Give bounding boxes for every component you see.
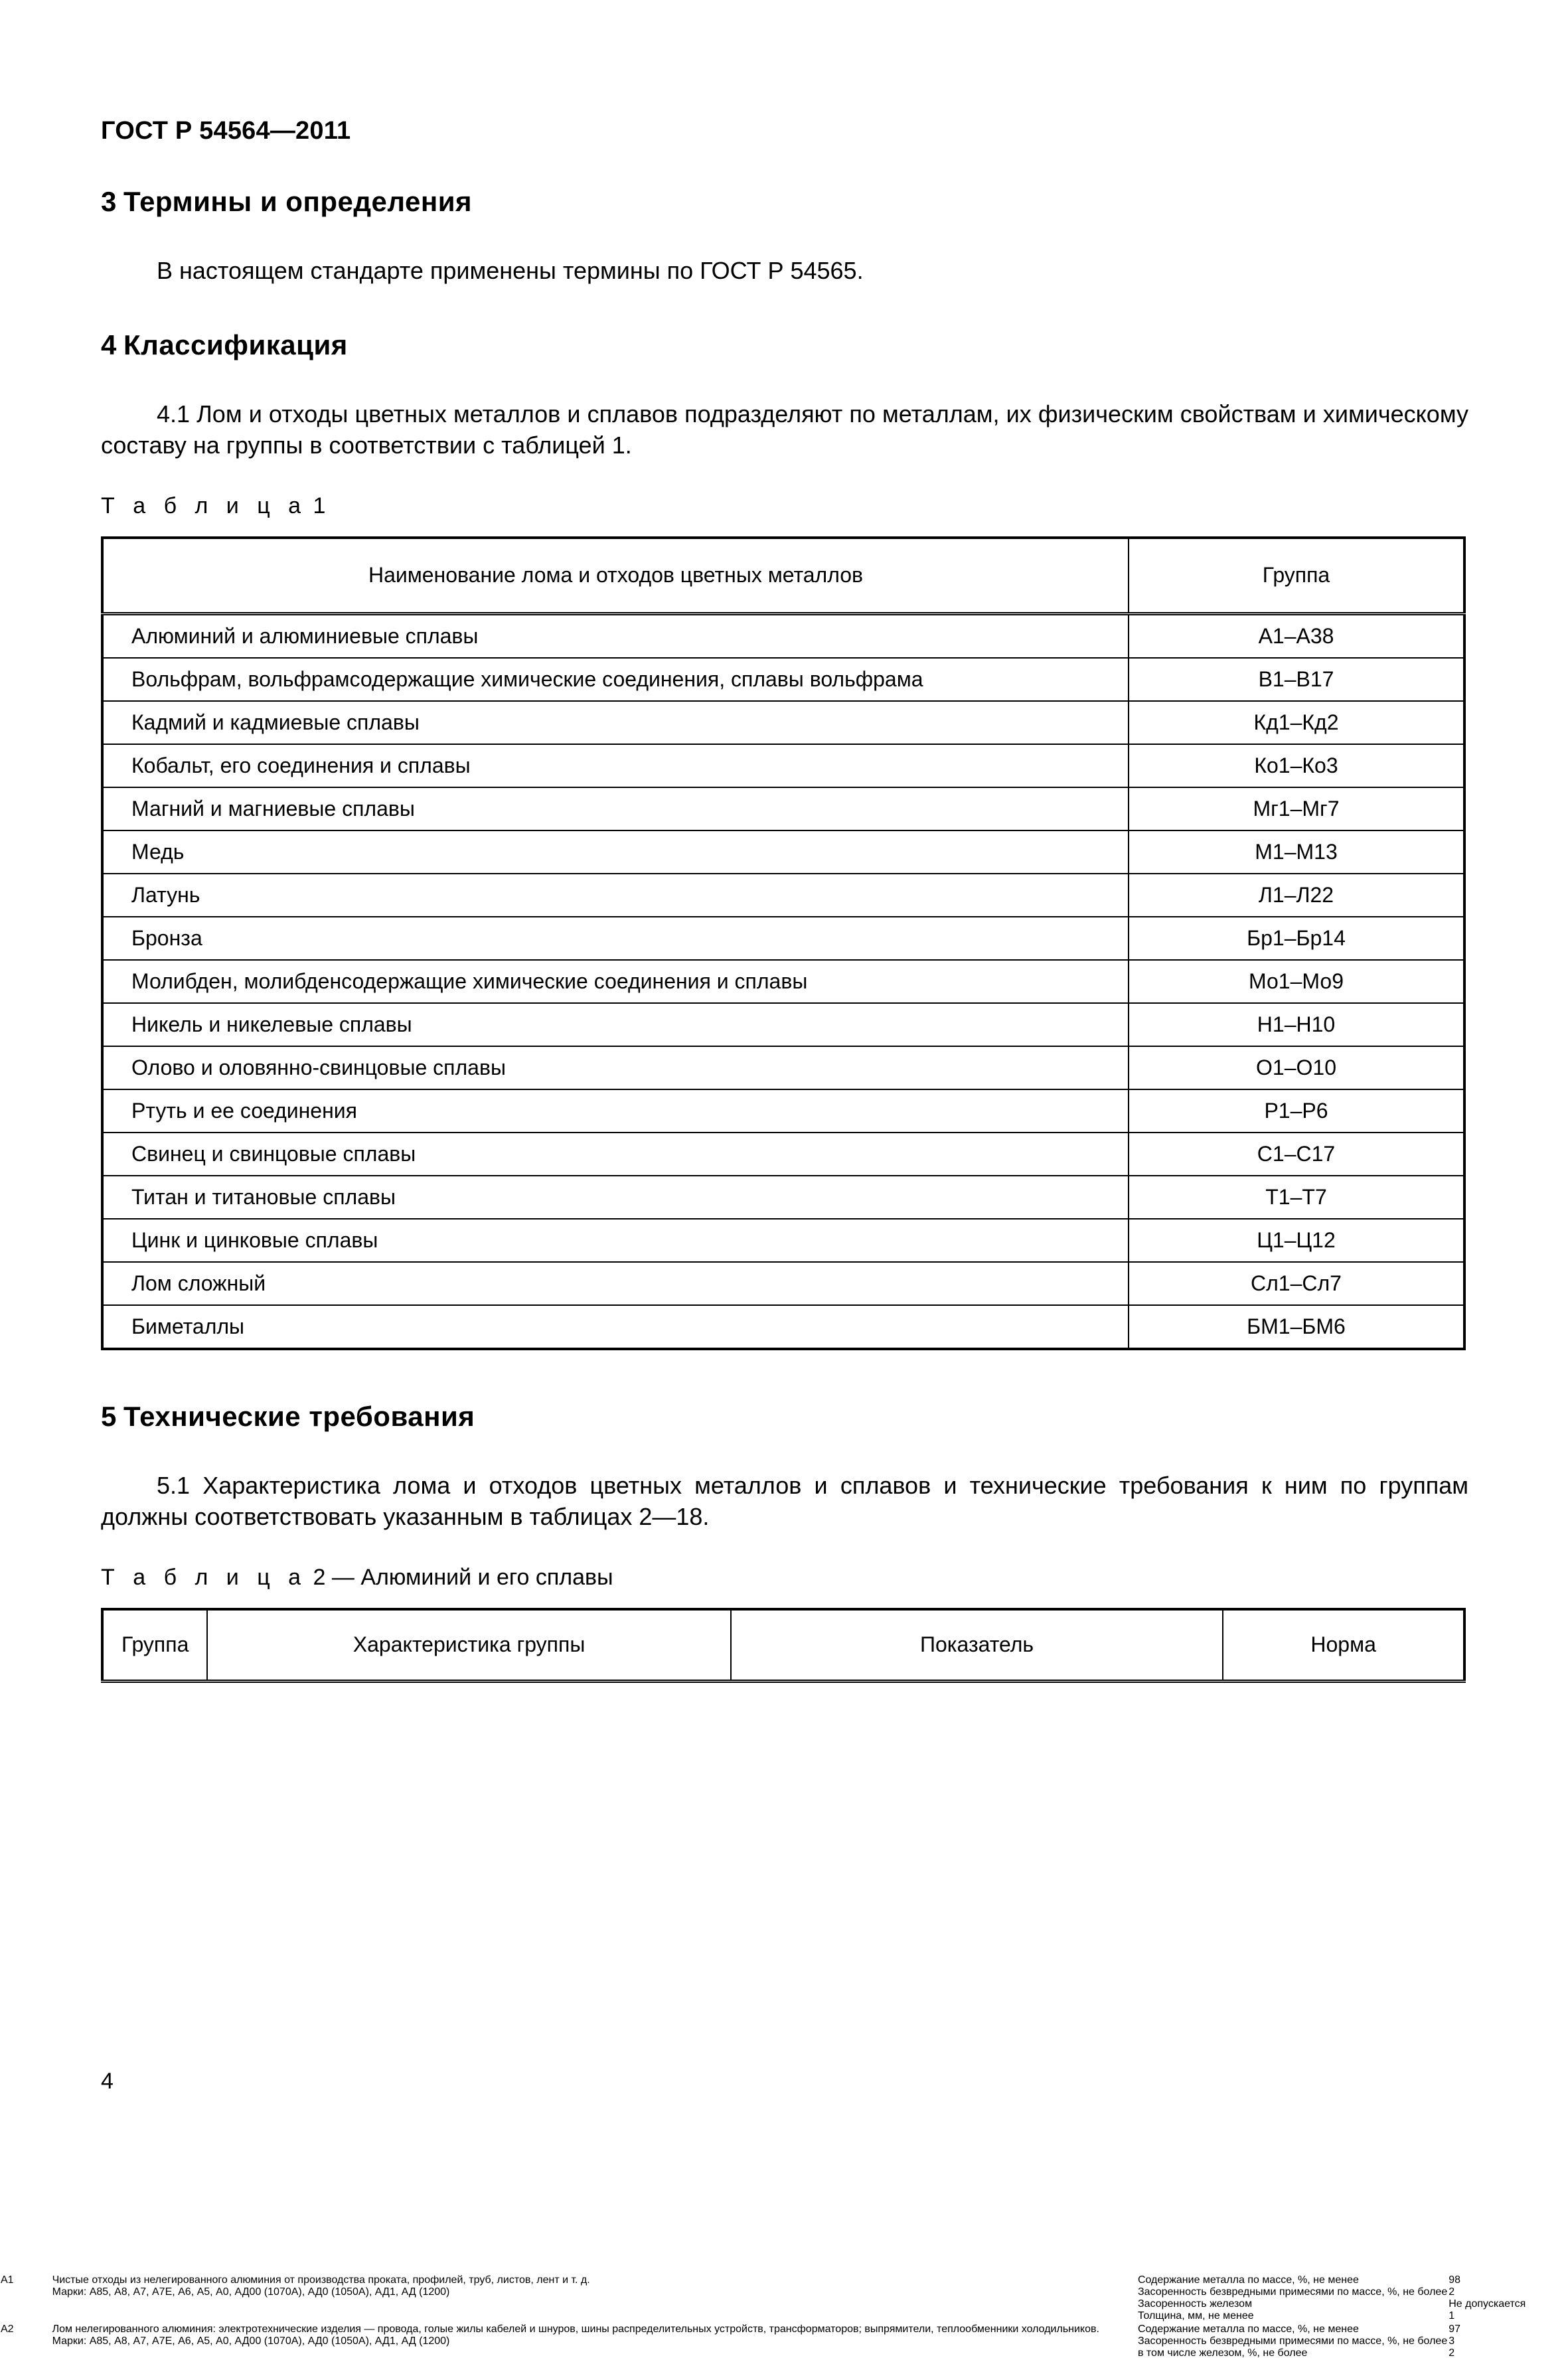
table1-cell-group: БМ1–БМ6 xyxy=(1129,1305,1464,1349)
table1-cell-group: А1–А38 xyxy=(1129,613,1464,658)
table-classification-groups xyxy=(101,536,1466,1350)
page-number: 4 xyxy=(101,2069,114,2094)
table-row xyxy=(102,1262,1464,1305)
table2-cell-indicator xyxy=(1100,2323,1448,2360)
table1-cell-name: Цинк и цинковые сплавы xyxy=(102,1219,1129,1262)
indicator-line: Содержание металла по массе, %, не менее xyxy=(1137,2323,1359,2335)
table2-cell-group: А1 xyxy=(1,2274,14,2286)
section-title-4: Классификация xyxy=(123,329,348,360)
table2-header-norm: Норма xyxy=(1223,1609,1464,1682)
norm-value: 3 xyxy=(1449,2335,1455,2347)
table1-cell-group: Л1–Л22 xyxy=(1129,874,1464,917)
paragraph-5-1: 5.1 Характеристика лома и отходов цветных металлов и сплавов и технические требования к ним по группам должны соответствовать указанным в таблицах 2—18. xyxy=(101,1471,1468,1531)
norm-value: 1 xyxy=(1449,2310,1455,2321)
paragraph-3-1: В настоящем стандарте применены термины по ГОСТ Р 54565. xyxy=(157,257,864,284)
table1-cell-name: Кобальт, его соединения и сплавы xyxy=(102,744,1129,787)
indicator-line: в том числе железом, %, не более xyxy=(1137,2347,1308,2359)
table1-header-group: Группа xyxy=(1129,538,1464,614)
table1-caption xyxy=(101,493,1468,519)
table2-caption-title: — Алюминий и его сплавы xyxy=(331,1564,613,1590)
table2-cell-group: А2 xyxy=(1,2323,14,2335)
table2-header-characteristic: Характеристика группы xyxy=(207,1609,731,1682)
indicator-line: Засоренность железом xyxy=(1137,2298,1253,2310)
table1-cell-name: Кадмий и кадмиевые сплавы xyxy=(102,701,1129,744)
table-row xyxy=(102,1046,1464,1089)
section-number-5: 5 xyxy=(101,1400,117,1432)
table1-cell-group: С1–С17 xyxy=(1129,1133,1464,1176)
table-row xyxy=(102,658,1464,701)
table2-header-group: Группа xyxy=(102,1609,207,1682)
characteristic-line: Марки: А85, А8, А7, А7Е, А6, А5, А0, АД00 (1070А), АД0 (1050А), АД1, АД (1200) xyxy=(52,2335,450,2347)
section-number-3: 3 xyxy=(101,186,117,217)
table1-cell-name: Титан и титановые сплавы xyxy=(102,1176,1129,1219)
table-row xyxy=(102,1089,1464,1133)
table-row xyxy=(0,2323,1526,2360)
table-aluminium-requirements xyxy=(101,1608,1466,1683)
table2-cell-norm xyxy=(1448,2323,1526,2360)
table1-cell-name: Свинец и свинцовые сплавы xyxy=(102,1133,1129,1176)
table1-cell-group: Бр1–Бр14 xyxy=(1129,917,1464,960)
table1-cell-name: Бронза xyxy=(102,917,1129,960)
table1-header-name: Наименование лома и отходов цветных металлов xyxy=(102,538,1129,614)
table2-caption xyxy=(101,1565,1468,1591)
table-row xyxy=(102,1176,1464,1219)
indicator-line: Засоренность безвредными примесями по массе, %, не более xyxy=(1137,2286,1448,2298)
table-row xyxy=(102,874,1464,917)
table2-header-indicator: Показатель xyxy=(731,1609,1223,1682)
table1-cell-name: Лом сложный xyxy=(102,1262,1129,1305)
table1-cell-group: О1–О10 xyxy=(1129,1046,1464,1089)
table1-cell-group: Т1–Т7 xyxy=(1129,1176,1464,1219)
table1-caption-label: Т а б л и ц а xyxy=(101,493,307,518)
table1-cell-name: Латунь xyxy=(102,874,1129,917)
table1-cell-name: Алюминий и алюминиевые сплавы xyxy=(102,613,1129,658)
table1-cell-name: Ртуть и ее соединения xyxy=(102,1089,1129,1133)
table1-cell-name: Никель и никелевые сплавы xyxy=(102,1003,1129,1046)
indicator-line: Засоренность безвредными примесями по массе, %, не более xyxy=(1137,2335,1448,2347)
table-row xyxy=(102,1219,1464,1262)
table2-cell-indicator xyxy=(1100,2274,1448,2323)
table-row xyxy=(102,917,1464,960)
norm-value: 97 xyxy=(1449,2323,1461,2335)
table-row xyxy=(102,960,1464,1003)
table1-cell-name: Магний и магниевые сплавы xyxy=(102,787,1129,830)
table1-cell-group: Сл1–Сл7 xyxy=(1129,1262,1464,1305)
table1-body xyxy=(102,613,1464,1349)
section-title-5: Технические требования xyxy=(123,1400,475,1432)
table1-cell-group: Кд1–Кд2 xyxy=(1129,701,1464,744)
table1-cell-group: Мо1–Мо9 xyxy=(1129,960,1464,1003)
section-heading-5 xyxy=(101,1401,1468,1433)
characteristic-line: Чистые отходы из нелегированного алюминия от производства проката, профилей, труб, листов, лент и т. д. xyxy=(52,2274,590,2286)
table1-cell-group: М1–М13 xyxy=(1129,830,1464,874)
table-row xyxy=(102,744,1464,787)
table2-header-row xyxy=(102,1609,1464,1682)
running-header-standard-id: ГОСТ Р 54564—2011 xyxy=(101,117,351,145)
characteristic-line: Лом нелегированного алюминия: электротехнические изделия — провода, голые жилы кабелей и шнуров, шины распределительных устройств, трансформаторов; выпрямители, теплообменники холодильников. xyxy=(52,2323,1099,2335)
norm-value: 2 xyxy=(1449,2347,1455,2359)
table1-cell-name: Молибден, молибденсодержащие химические соединения и сплавы xyxy=(102,960,1129,1003)
table2-caption-label: Т а б л и ц а xyxy=(101,1564,307,1590)
table1-header-row xyxy=(102,538,1464,614)
norm-value: 2 xyxy=(1449,2286,1455,2298)
table1-cell-group: Ц1–Ц12 xyxy=(1129,1219,1464,1262)
indicator-line: Содержание металла по массе, %, не менее xyxy=(1137,2274,1359,2286)
table-row xyxy=(102,613,1464,658)
table1-cell-group: Н1–Н10 xyxy=(1129,1003,1464,1046)
paragraph-4-1: 4.1 Лом и отходы цветных металлов и сплавов подразделяют по металлам, их физическим свойствам и химическому составу на группы в соответствии с таблицей 1. xyxy=(101,400,1468,459)
table2-cell-characteristic xyxy=(15,2274,1100,2323)
section-number-4: 4 xyxy=(101,329,117,360)
table1-cell-name: Вольфрам, вольфрамсодержащие химические соединения, сплавы вольфрама xyxy=(102,658,1129,701)
table1-cell-name: Биметаллы xyxy=(102,1305,1129,1349)
table1-cell-name: Медь xyxy=(102,830,1129,874)
table-row xyxy=(102,830,1464,874)
norm-value: Не допускается xyxy=(1449,2298,1526,2310)
table-row xyxy=(102,787,1464,830)
table1-cell-group: Р1–Р6 xyxy=(1129,1089,1464,1133)
section-title-3: Термины и определения xyxy=(123,186,473,217)
section-heading-3 xyxy=(101,186,1468,218)
table-row xyxy=(102,1305,1464,1349)
table1-cell-group: Мг1–Мг7 xyxy=(1129,787,1464,830)
table-row xyxy=(102,1133,1464,1176)
page-content xyxy=(101,186,1468,1683)
table-row xyxy=(0,2274,1526,2323)
table1-cell-group: Ко1–Ко3 xyxy=(1129,744,1464,787)
table2-cell-norm xyxy=(1448,2274,1526,2323)
characteristic-line: Марки: А85, А8, А7, А7Е, А6, А5, А0, АД00 (1070А), АД0 (1050А), АД1, АД (1200) xyxy=(52,2286,450,2298)
table2-caption-number: 2 xyxy=(313,1564,326,1590)
table1-cell-group: В1–В17 xyxy=(1129,658,1464,701)
table2-cell-characteristic xyxy=(15,2323,1100,2360)
section-heading-4 xyxy=(101,329,1468,361)
table1-caption-number: 1 xyxy=(313,493,326,518)
norm-value: 98 xyxy=(1449,2274,1461,2286)
indicator-line: Толщина, мм, не менее xyxy=(1137,2310,1254,2321)
table-row xyxy=(102,1003,1464,1046)
table-row xyxy=(102,701,1464,744)
table1-cell-name: Олово и оловянно-свинцовые сплавы xyxy=(102,1046,1129,1089)
